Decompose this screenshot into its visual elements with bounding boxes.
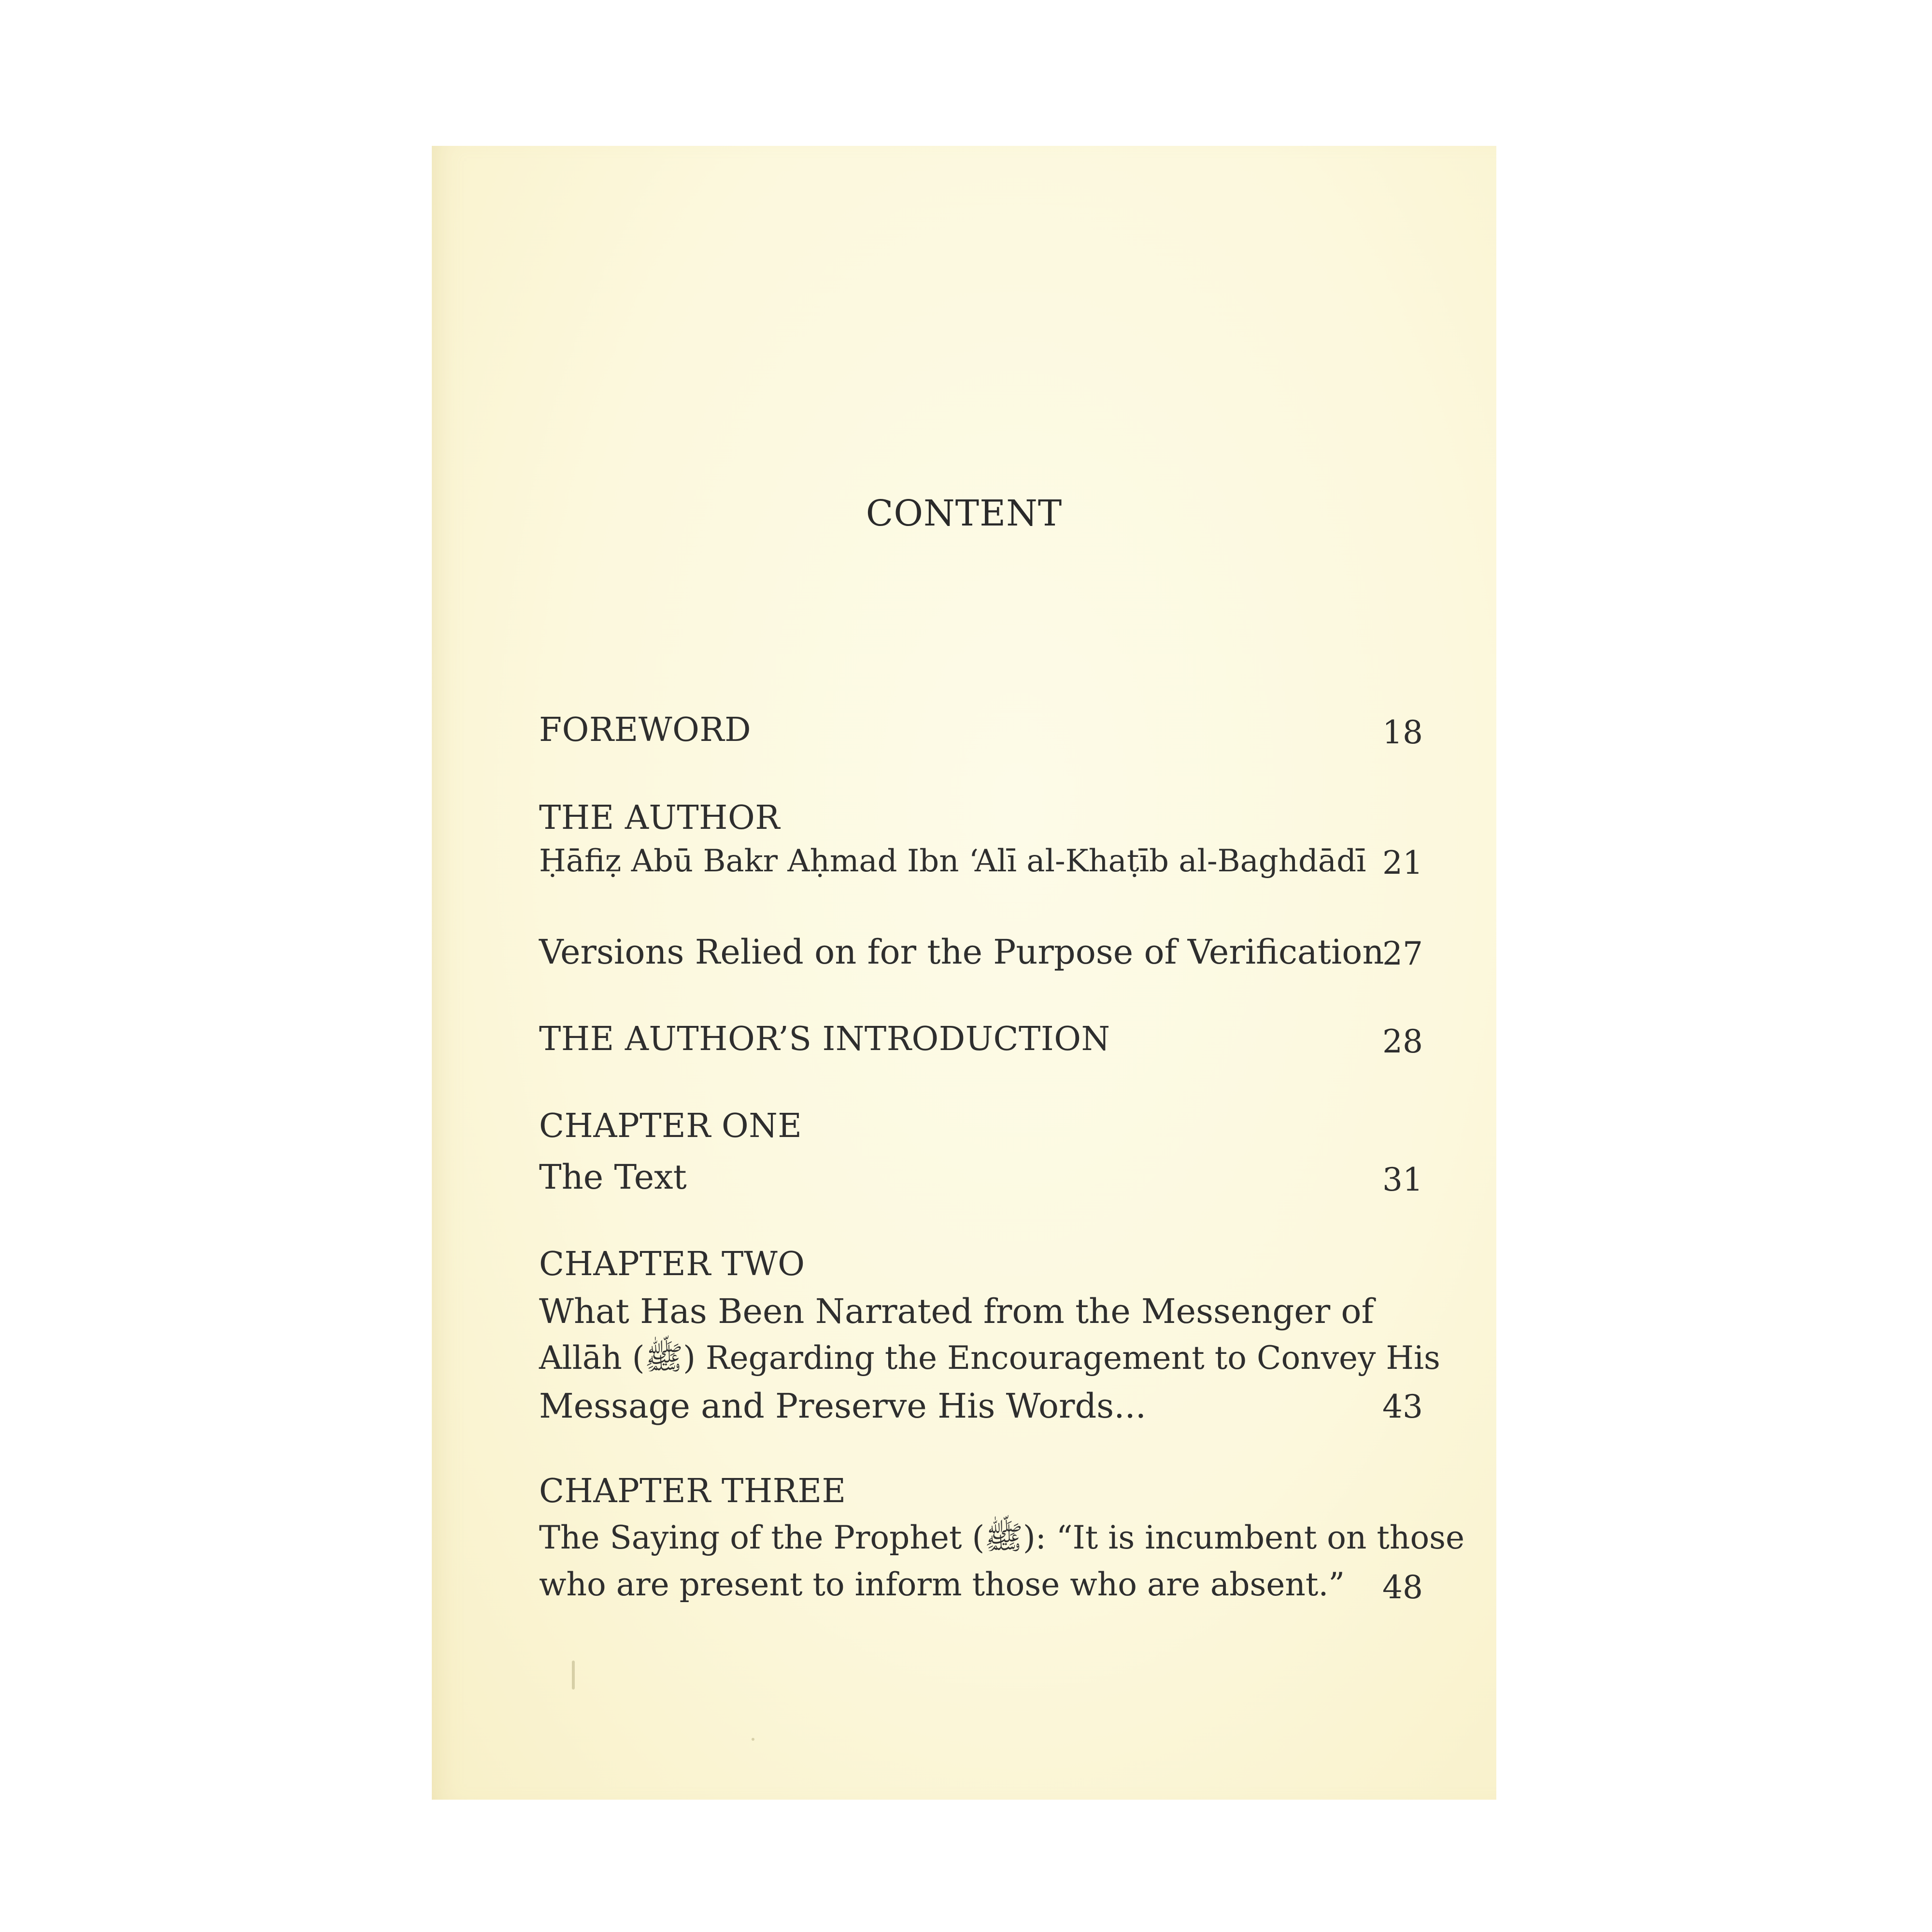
toc-entry-text: Ḥāfiẓ Abū Bakr Aḥmad Ibn ‘Alī al-Khaṭīb al-Baghdādī — [539, 843, 1366, 879]
toc-heading-chapter-two: CHAPTER TWO — [539, 1245, 805, 1283]
toc-page-number: 18 — [1382, 714, 1423, 751]
toc-page-number: 27 — [1382, 935, 1423, 972]
toc-entry-text: The Saying of the Prophet (ﷺ): “It is incumbent on those — [539, 1519, 1465, 1556]
toc-entry-text: The Text — [539, 1157, 687, 1197]
toc-page-number: 43 — [1382, 1388, 1423, 1425]
toc-entry-text: Allāh (ﷺ) Regarding the Encouragement to Convey His — [539, 1339, 1440, 1377]
toc-heading-the-author: THE AUTHOR — [539, 799, 780, 837]
toc-heading-foreword: FOREWORD — [539, 711, 752, 749]
toc-entry-text: Message and Preserve His Words... — [539, 1386, 1146, 1426]
toc-page-number: 28 — [1382, 1023, 1423, 1060]
toc-entry-text: Versions Relied on for the Purpose of Verification — [539, 932, 1384, 972]
toc-heading-chapter-three: CHAPTER THREE — [539, 1472, 846, 1510]
toc-entry-text: What Has Been Narrated from the Messenger of — [539, 1292, 1374, 1331]
print-smudge — [572, 1661, 575, 1690]
toc-page-number: 31 — [1382, 1161, 1423, 1198]
toc-page-number: 21 — [1382, 844, 1423, 881]
toc-heading-authors-introduction: THE AUTHOR’S INTRODUCTION — [539, 1020, 1110, 1058]
book-page — [432, 146, 1496, 1800]
toc-heading-chapter-one: CHAPTER ONE — [539, 1107, 802, 1145]
toc-page-number: 48 — [1382, 1569, 1423, 1606]
page-title: CONTENT — [866, 493, 1063, 534]
print-speck — [752, 1738, 754, 1741]
toc-entry-text: who are present to inform those who are absent.” — [539, 1566, 1345, 1603]
